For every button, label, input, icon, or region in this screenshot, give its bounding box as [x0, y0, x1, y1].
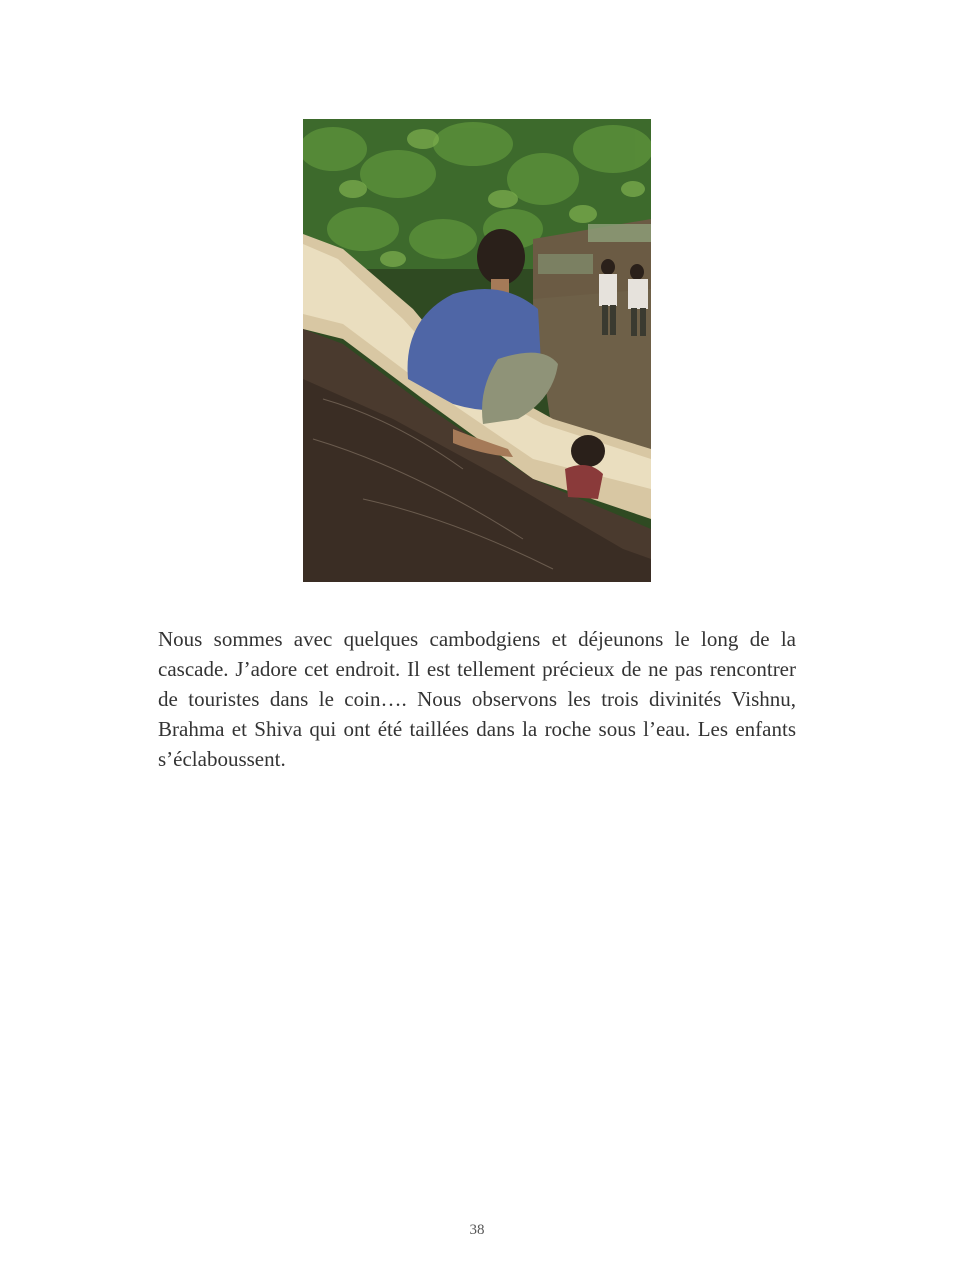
body-paragraph: Nous sommes avec quelques cambodgiens et déjeunons le long de la cascade. J’adore cet endroit. Il est tellement précieux de ne pas rencontrer de touristes dans le coin…. Nous observons les trois divinités Vishnu, Brahma et Shiva qui ont été taillées dans la roche sous l’eau. Les enfants s’éclaboussent.	[158, 627, 796, 771]
waterfall-photo	[303, 119, 651, 582]
page-number: 38	[469, 1222, 485, 1238]
